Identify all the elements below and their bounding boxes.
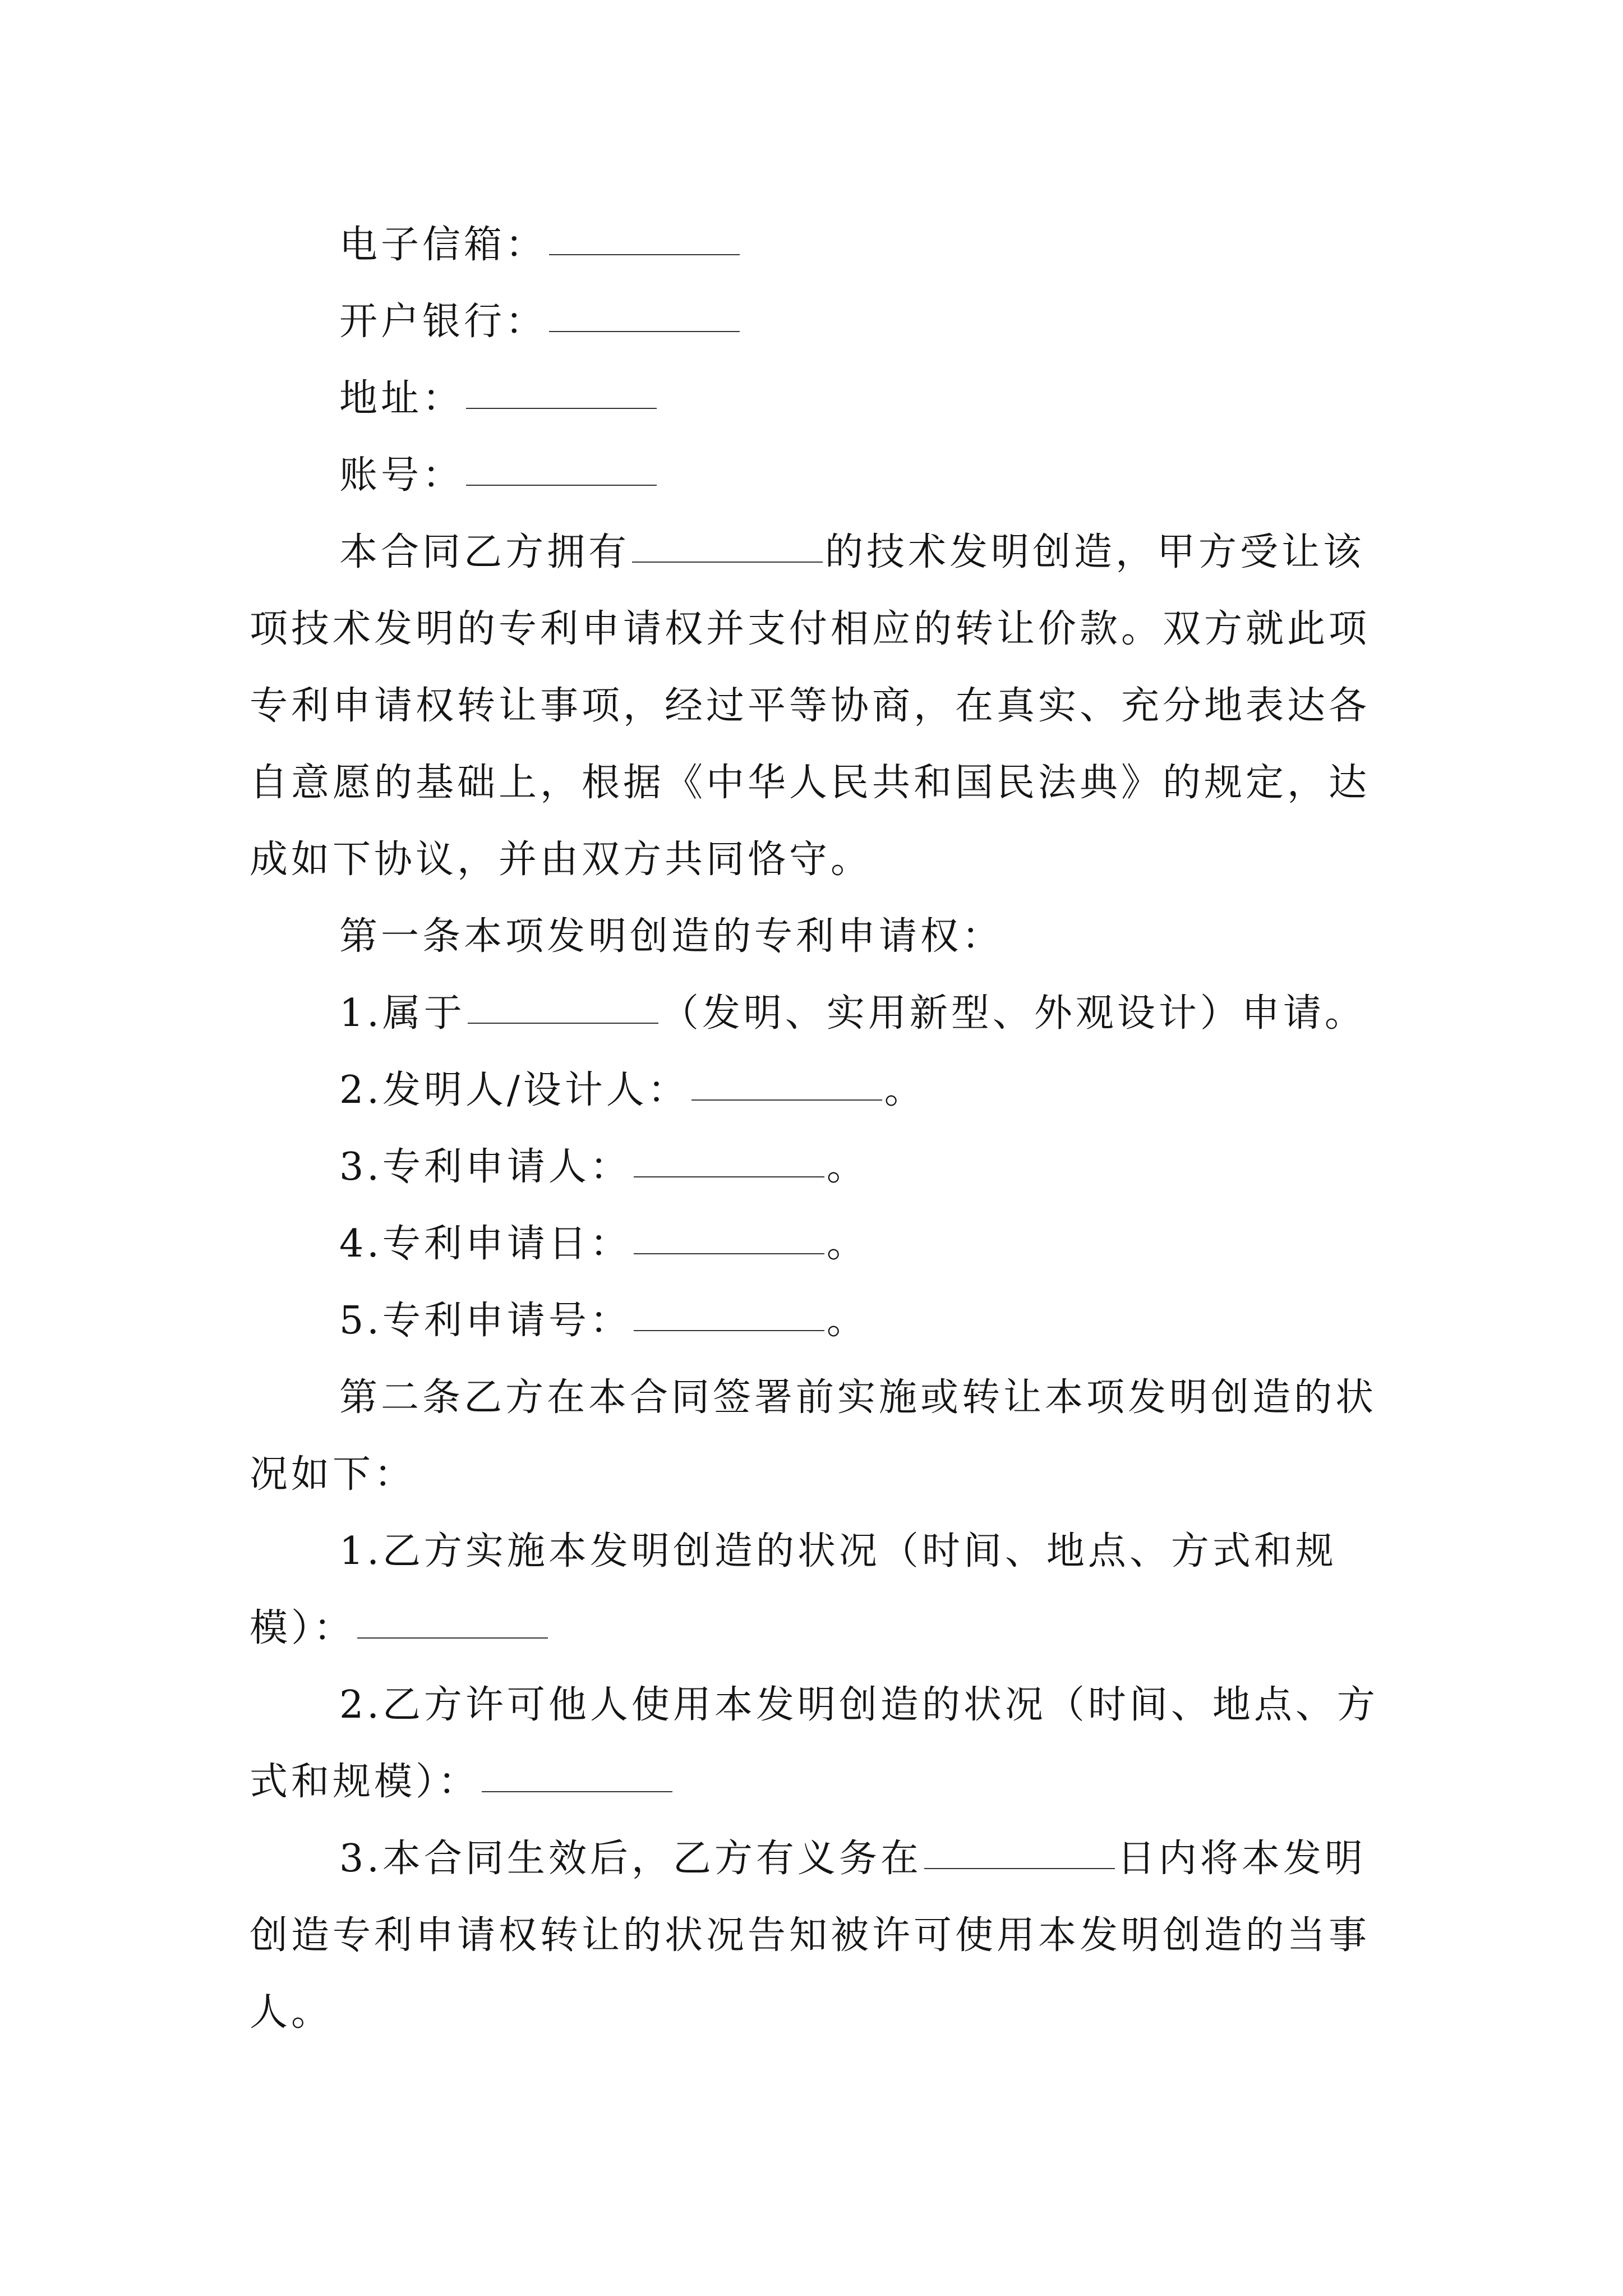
inventor-blank[interactable] — [691, 1099, 882, 1101]
email-blank[interactable] — [549, 254, 740, 255]
article2-item1 — [250, 1513, 1405, 1667]
account-line — [250, 437, 1405, 514]
article1-item5 — [250, 1282, 1405, 1359]
implementation-blank[interactable] — [357, 1637, 548, 1639]
article1-item3 — [250, 1129, 1405, 1205]
address-blank[interactable] — [466, 407, 657, 409]
application-date-blank[interactable] — [634, 1253, 824, 1254]
article2-item3-suffix: 日内将本发明创造专利申请权转让的状况告知被许可使用本发明创造的当事人。 — [250, 1837, 1371, 2035]
days-blank[interactable] — [924, 1867, 1115, 1869]
patent-type-blank[interactable] — [468, 1022, 658, 1024]
intro-paragraph — [250, 514, 1405, 898]
item2-prefix: 2.发明人/设计人： — [339, 1068, 689, 1112]
article1-item2 — [250, 1052, 1405, 1129]
item1-prefix: 1.属于 — [339, 991, 465, 1036]
bank-blank[interactable] — [549, 330, 740, 332]
item2-period: 。 — [884, 1068, 926, 1112]
article2-item2-text: 2.乙方许可他人使用本发明创造的状况（时间、地点、方式和规模）： — [250, 1683, 1378, 1804]
email-label: 电子信箱： — [339, 223, 547, 267]
intro-text-2: 的技术发明创造，甲方受让该项技术发明的专利申请权并支付相应的转让价款。双方就此项专利申请权转让事项，经过平等协商，在真实、充分地表达各自意愿的基础上，根据《中华人民共和国民法典》的规定，达成如下协议，并由双方共同恪守。 — [250, 530, 1371, 882]
article2-title: 第二条乙方在本合同签署前实施或转让本项发明创造的状况如下： — [250, 1375, 1377, 1497]
article1-item4 — [250, 1205, 1405, 1282]
license-blank[interactable] — [482, 1791, 672, 1792]
article2-item2 — [250, 1667, 1405, 1820]
application-number-blank[interactable] — [634, 1329, 824, 1331]
article2-item3-prefix: 3.本合同生效后，乙方有义务在 — [339, 1837, 922, 1881]
account-blank[interactable] — [466, 484, 657, 486]
article1-title: 第一条本项发明创造的专利申请权： — [339, 914, 1004, 959]
email-line — [250, 206, 1405, 283]
address-line — [250, 360, 1405, 437]
bank-line — [250, 283, 1405, 360]
article2-item3 — [250, 1820, 1405, 2051]
applicant-blank[interactable] — [634, 1176, 824, 1177]
item4-prefix: 4.专利申请日： — [339, 1222, 631, 1266]
item5-period: 。 — [826, 1299, 868, 1343]
article2-item1-text: 1.乙方实施本发明创造的状况（时间、地点、方式和规模）： — [250, 1529, 1337, 1650]
bank-label: 开户银行： — [339, 300, 547, 344]
article1-item1 — [250, 975, 1405, 1052]
item1-suffix: （发明、实用新型、外观设计）申请。 — [660, 991, 1366, 1036]
item3-period: 。 — [826, 1145, 868, 1189]
item4-period: 。 — [826, 1222, 868, 1266]
intro-text-1: 本合同乙方拥有 — [339, 530, 630, 574]
item5-prefix: 5.专利申请号： — [339, 1299, 631, 1343]
contract-body — [250, 206, 1405, 2051]
item3-prefix: 3.专利申请人： — [339, 1145, 631, 1189]
address-label: 地址： — [339, 376, 464, 421]
account-label: 账号： — [339, 453, 464, 498]
invention-blank[interactable] — [632, 561, 823, 563]
